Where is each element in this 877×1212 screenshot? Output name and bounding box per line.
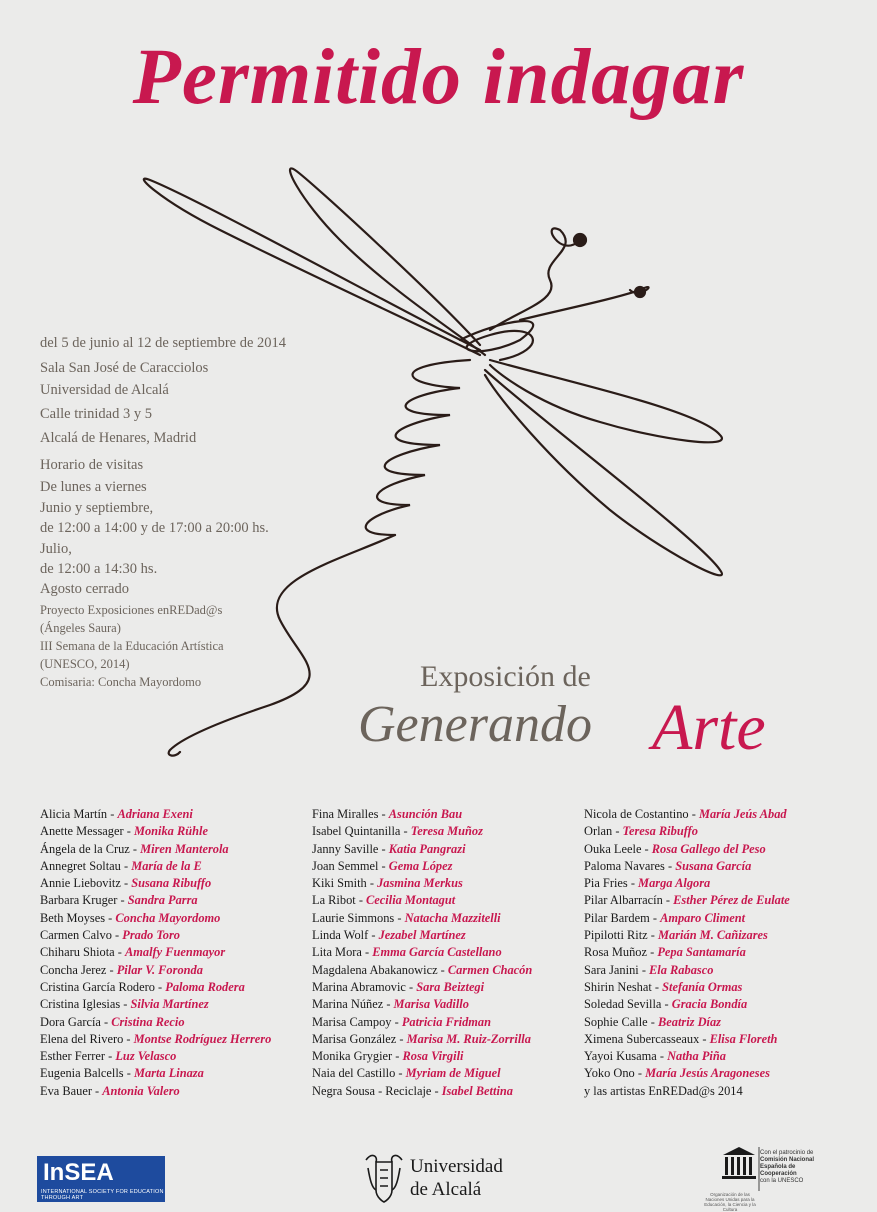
mentor-name: Beatriz Díaz (658, 1014, 721, 1029)
artist-name: Eugenia Balcells (40, 1066, 124, 1081)
separator: - (111, 928, 123, 943)
separator: - (378, 807, 389, 821)
mentor-name: Amalfy Fuenmayor (125, 945, 226, 960)
artist-name: Rosa Muñoz (584, 945, 647, 960)
artist-name: Pia Fries (584, 876, 628, 891)
mentor-name: Teresa Muñoz (410, 824, 483, 839)
mentor-name: Rosa Virgili (402, 1049, 464, 1064)
separator: - (361, 945, 373, 960)
artist-row (40, 1014, 271, 1031)
separator: - (391, 1014, 402, 1029)
artist-column-3 (584, 806, 790, 1100)
artist-name: Elena del Rivero (40, 1031, 124, 1046)
artist-row (40, 858, 271, 875)
artist-name: Chiharu Shiota (40, 945, 115, 960)
exhibition-label: Exposición de (420, 660, 591, 693)
separator: - (120, 858, 132, 873)
mentor-name: Amparo Climent (660, 910, 746, 925)
separator: - (662, 893, 674, 908)
mentor-name: Montse Rodríguez Herrero (133, 1031, 272, 1046)
artist-name: Lita Mora (312, 945, 362, 960)
artist-row (40, 841, 271, 858)
artist-name: Kiki Smith (312, 876, 367, 891)
artist-row (312, 1065, 532, 1082)
mentor-name: Marta Linaza (133, 1066, 204, 1081)
artist-name: Magdalena Abakanowicz (312, 962, 438, 977)
exhibition-accent: Arte (652, 691, 766, 764)
poster-title: Permitido indagar (132, 34, 745, 121)
mentor-name: Sara Beiztegi (416, 979, 485, 994)
separator: - (664, 858, 676, 873)
mentor-name: Isabel Bettina (441, 1083, 513, 1098)
mentor-name: María Jeús Abad (698, 807, 787, 821)
hours-heading: Horario de visitas (40, 457, 144, 473)
artist-row (312, 944, 532, 961)
artist-name: Beth Moyses (40, 910, 106, 925)
artist-row (40, 944, 271, 961)
artist-row (584, 841, 790, 858)
separator: - (100, 1014, 112, 1029)
mentor-name: Antonia Valero (102, 1083, 180, 1098)
exhibition-name: Generando (358, 696, 592, 753)
artist-name: Annie Liebovitz (40, 876, 121, 891)
artist-row (312, 979, 532, 996)
separator: - (651, 979, 663, 994)
mentor-name: Stefanía Ormas (662, 979, 743, 994)
mentor-name: Gracia Bondía (671, 997, 748, 1012)
artist-name: Esther Ferrer (40, 1049, 106, 1064)
artist-row (40, 910, 271, 927)
unesco-subtitle: Organización de las Naciones Unidas para la Educación, la Ciencia y la Cultura (704, 1192, 756, 1212)
university-crest-icon (362, 1150, 406, 1206)
mentor-name: Emma García Castellano (372, 945, 502, 960)
venue-university: Universidad de Alcalá (40, 382, 169, 398)
artist-name: Isabel Quintanilla (312, 824, 401, 839)
artist-name: Linda Wolf (312, 928, 369, 943)
hours-time2: de 12:00 a 14:30 hs. (40, 561, 158, 577)
hours-time1: de 12:00 a 14:00 y de 17:00 a 20:00 hs. (40, 520, 269, 536)
insea-logo-subtitle: INTERNATIONAL SOCIETY FOR EDUCATION THROUGH ART (41, 1189, 164, 1201)
separator: - (396, 1031, 407, 1046)
hours-days: De lunes a viernes (40, 479, 147, 495)
separator: - (105, 1049, 116, 1064)
mentor-name: Marisa M. Ruiz-Zorrilla (406, 1031, 531, 1046)
university-name-line2: de Alcalá (410, 1179, 482, 1200)
separator: - (114, 945, 126, 960)
separator: - (627, 876, 639, 891)
artist-column-1 (40, 806, 271, 1100)
artist-name: Negra Sousa - Reciclaje (312, 1083, 432, 1098)
mentor-name: Miren Manterola (140, 841, 229, 856)
artist-name: Concha Jerez (40, 962, 107, 977)
separator: - (91, 1083, 103, 1098)
artist-name: Cristina García Rodero (40, 979, 155, 994)
separator: - (394, 910, 405, 925)
mentor-name: Natacha Mazzitelli (404, 910, 501, 925)
mentor-name: Marián M. Cañizares (658, 928, 768, 943)
artist-row (584, 1065, 790, 1082)
artist-row (40, 823, 271, 840)
separator: - (656, 1049, 668, 1064)
artist-name: Carmen Calvo (40, 928, 112, 943)
artist-name: Pipilotti Ritz (584, 928, 648, 943)
mentor-name: Carmen Chacón (447, 962, 533, 977)
mentor-name: Pilar V. Foronda (116, 962, 203, 977)
hours-months1: Junio y septiembre, (40, 500, 154, 516)
artist-row (40, 806, 271, 823)
university-name-line1: Universidad (410, 1156, 503, 1177)
artist-name: Pilar Bardem (584, 910, 650, 925)
artist-name: La Ribot (312, 893, 356, 908)
unesco-text-line2: Comisión Nacional (760, 1157, 815, 1163)
mentor-name: Rosa Gallego del Peso (651, 841, 766, 856)
mentor-name: Gema López (388, 858, 453, 873)
artist-row (584, 1048, 790, 1065)
separator: - (400, 824, 411, 839)
artist-name: Pilar Albarracín (584, 893, 663, 908)
artist-name: y las artistas EnREDad@s 2014 (584, 1083, 743, 1098)
separator: - (699, 1031, 710, 1046)
artist-row (312, 1048, 532, 1065)
separator: - (405, 979, 417, 994)
artist-row (312, 858, 532, 875)
unesco-text-line1: Con el patrocinio de (760, 1150, 814, 1156)
credit-curator: Comisaria: Concha Mayordomo (40, 675, 202, 689)
mentor-name: Ela Rabasco (649, 962, 714, 977)
artist-row (40, 892, 271, 909)
artist-row (40, 962, 271, 979)
artist-name: Annegret Soltau (40, 858, 121, 873)
artist-row (584, 910, 790, 927)
separator: - (368, 928, 379, 943)
artist-row (40, 927, 271, 944)
separator: - (117, 893, 128, 908)
separator: - (431, 1083, 442, 1098)
artist-name: Sophie Calle (584, 1014, 648, 1029)
artist-row (584, 823, 790, 840)
artist-name: Paloma Navares (584, 858, 665, 873)
unesco-text-line3: Española de (760, 1164, 796, 1170)
credit-unesco: (UNESCO, 2014) (40, 657, 130, 671)
artist-name: Shirin Neshat (584, 979, 652, 994)
separator: - (437, 962, 448, 977)
mentor-name: Teresa Ribuffo (622, 824, 698, 839)
artist-row (312, 910, 532, 927)
separator: - (395, 1066, 406, 1081)
mentor-name: Katia Pangrazi (388, 841, 466, 856)
artist-row (584, 927, 790, 944)
separator: - (123, 824, 134, 839)
artist-row (584, 996, 790, 1013)
separator: - (366, 876, 378, 891)
separator: - (646, 945, 658, 960)
artist-name: Ximena Subercasseaux (584, 1031, 700, 1046)
mentor-name: María de la E (131, 858, 202, 873)
separator: - (129, 841, 141, 856)
artist-name: Orlan (584, 824, 613, 839)
mentor-name: Jezabel Martínez (378, 928, 466, 943)
artist-column-2 (312, 806, 532, 1100)
artist-row (312, 875, 532, 892)
mentor-name: Pepa Santamaría (657, 945, 746, 960)
artist-name: Alicia Martín (40, 807, 108, 821)
artist-row (584, 1083, 790, 1100)
unesco-text-line5: con la UNESCO (760, 1178, 804, 1184)
artist-row (312, 806, 532, 823)
mentor-name: Paloma Rodera (165, 979, 245, 994)
separator: - (638, 962, 650, 977)
separator: - (106, 962, 117, 977)
mentor-name: Elisa Floreth (709, 1031, 778, 1046)
separator: - (107, 807, 118, 821)
separator: - (120, 997, 131, 1012)
credit-week: III Semana de la Educación Artística (40, 639, 224, 653)
artist-row (584, 1014, 790, 1031)
university-name (410, 1155, 503, 1201)
mentor-name: Jasmina Merkus (377, 876, 463, 891)
artist-row (312, 823, 532, 840)
mentor-name: Marga Algora (638, 876, 711, 891)
mentor-name: Adriana Exeni (117, 807, 193, 821)
mentor-name: Luz Velasco (115, 1049, 177, 1064)
hours-closed: Agosto cerrado (40, 581, 129, 597)
artist-row (40, 1065, 271, 1082)
unesco-text (760, 1150, 840, 1185)
artist-row (40, 979, 271, 996)
artist-name: Yoko Ono (584, 1066, 635, 1081)
artist-row (40, 1048, 271, 1065)
mentor-name: Natha Piña (667, 1049, 726, 1064)
artist-row (584, 1031, 790, 1048)
mentor-name: Cristina Recio (111, 1014, 185, 1029)
mentor-name: María Jesús Aragoneses (645, 1066, 770, 1081)
artist-row (40, 996, 271, 1013)
artist-name: Marisa González (312, 1031, 397, 1046)
artist-row (40, 1083, 271, 1100)
artist-row (312, 1031, 532, 1048)
mentor-name: Concha Mayordomo (115, 910, 221, 925)
artist-name: Barbara Kruger (40, 893, 118, 908)
separator: - (154, 979, 166, 994)
mentor-name: Prado Toro (122, 928, 180, 943)
artist-name: Nicola de Costantino (584, 807, 689, 821)
artist-name: Ouka Leele (584, 841, 642, 856)
separator: - (392, 1049, 403, 1064)
mentor-name: Susana García (675, 858, 752, 873)
separator: - (649, 910, 661, 925)
artist-name: Dora García (40, 1014, 101, 1029)
insea-logo (37, 1156, 165, 1202)
mentor-name: Esther Pérez de Eulate (673, 893, 790, 908)
artist-row (312, 996, 532, 1013)
artist-name: Janny Saville (312, 841, 379, 856)
artist-name: Fina Miralles (312, 807, 379, 821)
mentor-name: Patricia Fridman (401, 1014, 491, 1029)
artist-row (40, 1031, 271, 1048)
separator: - (661, 997, 672, 1012)
venue-city: Alcalá de Henares, Madrid (40, 430, 197, 446)
credit-project: Proyecto Exposiciones enREDad@s (40, 603, 223, 617)
mentor-name: Sandra Parra (127, 893, 198, 908)
mentor-name: Asunción Bau (388, 807, 463, 821)
artist-name: Monika Grygier (312, 1049, 393, 1064)
mentor-name: Silvia Martínez (130, 997, 209, 1012)
mentor-name: Marisa Vadillo (393, 997, 469, 1012)
artist-name: Yayoi Kusama (584, 1049, 657, 1064)
artist-name: Marisa Campoy (312, 1014, 392, 1029)
artist-name: Joan Semmel (312, 858, 379, 873)
artist-name: Eva Bauer (40, 1083, 92, 1098)
artist-row (312, 962, 532, 979)
artist-row (40, 875, 271, 892)
venue-street: Calle trinidad 3 y 5 (40, 406, 152, 422)
venue-name: Sala San José de Caracciolos (40, 360, 209, 376)
separator: - (105, 910, 116, 925)
mentor-name: Susana Ribuffo (131, 876, 212, 891)
artist-name: Soledad Sevilla (584, 997, 662, 1012)
artist-row (584, 979, 790, 996)
mentor-name: Myriam de Miguel (405, 1066, 501, 1081)
artist-row (312, 841, 532, 858)
artist-name: Anette Messager (40, 824, 124, 839)
separator: - (355, 893, 367, 908)
separator: - (123, 1066, 134, 1081)
separator: - (634, 1066, 646, 1081)
artist-row (312, 892, 532, 909)
mentor-name: Cecilia Montagut (366, 893, 456, 908)
exhibition-dates: del 5 de junio al 12 de septiembre de 2014 (40, 335, 287, 351)
artist-row (584, 806, 790, 823)
insea-logo-text: InSEA (43, 1159, 114, 1186)
artist-row (312, 1014, 532, 1031)
credit-author: (Ángeles Saura) (40, 621, 121, 635)
separator: - (378, 841, 389, 856)
artist-name: Sara Janini (584, 962, 639, 977)
separator: - (647, 928, 659, 943)
hours-months2: Julio, (40, 541, 72, 557)
mentor-name: Monika Rühle (133, 824, 208, 839)
separator: - (120, 876, 132, 891)
artist-row (584, 858, 790, 875)
artist-row (584, 892, 790, 909)
separator: - (688, 807, 699, 821)
artist-row (584, 962, 790, 979)
artist-row (312, 927, 532, 944)
separator: - (612, 824, 623, 839)
separator: - (641, 841, 652, 856)
unesco-text-line4: Cooperación (760, 1171, 797, 1177)
artist-row (312, 1083, 532, 1100)
artist-name: Naia del Castillo (312, 1066, 396, 1081)
separator: - (378, 858, 389, 873)
artist-row (584, 944, 790, 961)
artist-name: Ángela de la Cruz (40, 841, 130, 856)
separator: - (647, 1014, 658, 1029)
artist-name: Marina Núñez (312, 997, 384, 1012)
artist-row (584, 875, 790, 892)
artist-name: Cristina Iglesias (40, 997, 121, 1012)
separator: - (123, 1031, 134, 1046)
separator: - (383, 997, 394, 1012)
artist-name: Laurie Simmons (312, 910, 395, 925)
artist-name: Marina Abramovic (312, 979, 406, 994)
